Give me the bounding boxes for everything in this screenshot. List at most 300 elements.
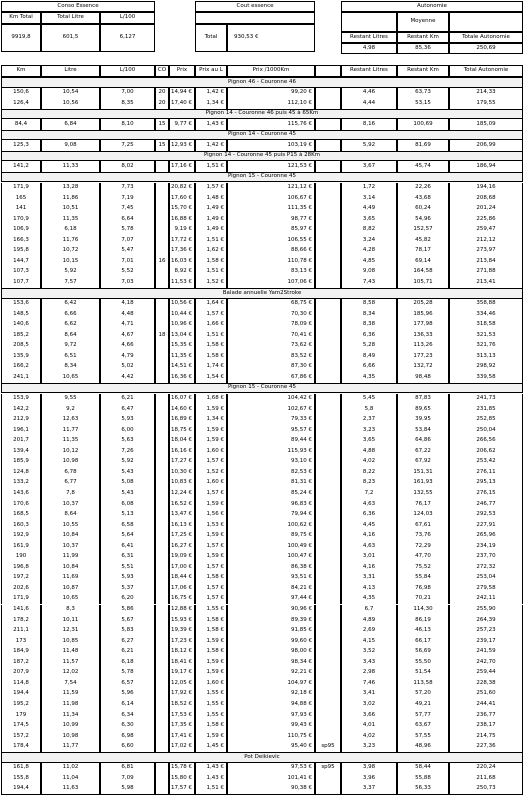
l100-cell: 6,18 [100,657,155,668]
l100-cell: 5,52 [100,267,155,278]
l100-cell: 8,02 [100,161,155,172]
km-cell: 241,1 [1,372,41,383]
co-cell [155,583,169,594]
restant-km-cell: 55,88 [397,773,449,784]
restant-km-cell: 64,86 [397,436,449,447]
litre-cell: 6,18 [41,225,100,236]
l100-cell: 5,92 [100,457,155,468]
restant-litres-header: Restant Litres [341,32,397,43]
restant-km-cell: 151,31 [397,467,449,478]
prix-1000km-cell: 89,75 € [227,531,315,542]
total-autonomie-cell: 253,04 [449,573,523,584]
prix-litre-cell: 1,58 € [195,626,227,637]
prix-1000km-cell: 82,53 € [227,467,315,478]
restant-km-cell: 78,17 [397,246,449,257]
co-cell: 20 [155,88,169,99]
prix-litre-cell: 1,59 € [195,436,227,447]
prix-litre-cell: 1,55 € [195,605,227,616]
total-autonomie-cell: 266,56 [449,436,523,447]
l100-cell: 6,20 [100,594,155,605]
km-cell: 166,2 [1,362,41,373]
prix-cell: 15,93 € [169,615,195,626]
km-cell: 126,4 [1,98,41,109]
co-cell [155,467,169,478]
prix-cell: 18,52 € [169,699,195,710]
litre-cell: 10,98 [41,457,100,468]
prix-litre-cell: 1,55 € [195,689,227,700]
prix-1000km-cell: 106,55 € [227,235,315,246]
restant-litres-cell: 4,13 [341,583,397,594]
restant-litres-cell: 4,63 [341,541,397,552]
co-cell [155,351,169,362]
total-autonomie-cell: 244,41 [449,699,523,710]
litre-cell: 8,3 [41,605,100,616]
co-cell [155,436,169,447]
total-autonomie-cell: 213,41 [449,277,523,288]
prix-cell: 18,04 € [169,436,195,447]
prix-litre-cell: 1,59 € [195,668,227,679]
prix-1000km-cell: 98,77 € [227,214,315,225]
column-header: Prix /1000Km [227,65,315,77]
co-cell [155,362,169,373]
total-autonomie-cell: 259,44 [449,668,523,679]
restant-litres-cell: 8,58 [341,299,397,310]
prix-1000km-cell: 95,57 € [227,425,315,436]
prix-cell: 16,27 € [169,541,195,552]
prix-litre-cell: 1,57 € [195,488,227,499]
prix-1000km-cell: 86,38 € [227,562,315,573]
total-autonomie-cell: 241,59 [449,647,523,658]
prix-litre-cell: 1,51 € [195,235,227,246]
restant-km-cell: 57,77 [397,710,449,721]
co-cell [155,678,169,689]
l100-cell: 5,98 [100,784,155,795]
km-cell: 171,9 [1,594,41,605]
carburant-cell [315,372,341,383]
carburant-cell [315,520,341,531]
restant-km-cell: 177,98 [397,320,449,331]
prix-litre-cell: 1,51 € [195,267,227,278]
l100-cell: 7,26 [100,446,155,457]
cout-essence-spacer [195,12,315,24]
restant-km-cell: 164,58 [397,267,449,278]
km-cell: 124,8 [1,467,41,478]
restant-km-cell: 56,69 [397,647,449,658]
co-cell [155,225,169,236]
prix-cell: 10,44 € [169,309,195,320]
carburant-cell [315,699,341,710]
section-header: Pignon 15 - Couronne 45 [1,383,523,394]
restant-km-cell: 185,96 [397,309,449,320]
litre-cell: 6,78 [41,467,100,478]
prix-1000km-cell: 68,75 € [227,299,315,310]
prix-1000km-cell: 99,43 € [227,721,315,732]
prix-litre-cell: 1,59 € [195,552,227,563]
column-header: Prix au L [195,65,227,77]
restant-litres-value: 4,98 [341,43,397,54]
total-autonomie-cell: 220,24 [449,763,523,774]
restant-km-cell: 76,17 [397,499,449,510]
prix-litre-cell: 1,58 € [195,341,227,352]
prix-cell: 12,88 € [169,605,195,616]
section-header: Balade annuelle Yam2Stroke [1,288,523,299]
carburant-cell [315,140,341,151]
restant-litres-cell: 8,82 [341,225,397,236]
prix-1000km-cell: 70,30 € [227,309,315,320]
prix-1000km-cell: 111,35 € [227,204,315,215]
km-cell: 195,8 [1,246,41,257]
litre-cell: 12,63 [41,415,100,426]
restant-km-cell: 45,82 [397,235,449,246]
total-autonomie-cell: 242,70 [449,657,523,668]
restant-litres-cell: 4,16 [341,531,397,542]
km-cell: 197,2 [1,573,41,584]
km-cell: 114,8 [1,678,41,689]
restant-litres-cell: 4,85 [341,256,397,267]
prix-cell: 17,53 € [169,710,195,721]
prix-litre-cell: 1,49 € [195,204,227,215]
prix-litre-cell: 1,59 € [195,731,227,742]
co-cell [155,320,169,331]
litre-cell: 11,04 [41,773,100,784]
prix-1000km-cell: 110,78 € [227,256,315,267]
l100-cell: 6,98 [100,731,155,742]
total-autonomie-cell: 237,70 [449,552,523,563]
km-cell: 168,5 [1,510,41,521]
restant-litres-cell: 6,36 [341,330,397,341]
prix-litre-cell: 1,53 € [195,520,227,531]
prix-1000km-cell: 93,51 € [227,573,315,584]
total-autonomie-cell: 257,23 [449,626,523,637]
prix-1000km-cell: 103,19 € [227,140,315,151]
total-autonomie-cell: 238,17 [449,721,523,732]
litre-cell: 6,42 [41,299,100,310]
total-autonomie-cell: 227,36 [449,742,523,753]
l100-cell: 6,14 [100,699,155,710]
total-autonomie-cell: 264,39 [449,615,523,626]
l100-cell: 5,78 [100,225,155,236]
litre-cell: 11,35 [41,436,100,447]
prix-1000km-cell: 93,10 € [227,457,315,468]
prix-litre-cell: 1,60 € [195,678,227,689]
co-cell [155,161,169,172]
l100-cell: 5,47 [100,246,155,257]
co-cell [155,647,169,658]
co-cell [155,710,169,721]
litre-cell: 6,66 [41,309,100,320]
carburant-cell [315,605,341,616]
prix-cell: 15,35 € [169,341,195,352]
l100-cell: 6,00 [100,425,155,436]
restant-km-cell: 161,93 [397,478,449,489]
l100-cell: 6,08 [100,499,155,510]
total-autonomie-cell: 212,12 [449,235,523,246]
co-cell [155,731,169,742]
restant-km-cell: 76,98 [397,583,449,594]
l100-cell: 6,58 [100,520,155,531]
restant-litres-cell: 7,43 [341,277,397,288]
restant-litres-cell: 4,88 [341,446,397,457]
total-autonomie-cell: 279,58 [449,583,523,594]
prix-1000km-cell: 102,67 € [227,404,315,415]
total-litre-header: Total Litre [41,12,100,24]
carburant-cell [315,214,341,225]
co-cell [155,520,169,531]
l100-cell: 7,19 [100,193,155,204]
km-cell: 192,9 [1,531,41,542]
prix-1000km-cell: 78,09 € [227,320,315,331]
litre-cell: 10,15 [41,256,100,267]
restant-km-cell: 57,55 [397,731,449,742]
co-cell [155,699,169,710]
prix-cell: 16,36 € [169,372,195,383]
km-cell: 140,6 [1,320,41,331]
prix-cell: 17,60 € [169,193,195,204]
restant-litres-cell: 7,2 [341,488,397,499]
restant-km-cell: 67,92 [397,457,449,468]
prix-cell: 16,75 € [169,594,195,605]
column-header: Restant Km [397,65,449,77]
restant-litres-cell: 4,44 [341,98,397,109]
restant-km-header: Restant Km [397,32,449,43]
l100-cell: 5,08 [100,478,155,489]
litre-cell: 10,98 [41,731,100,742]
prix-cell: 14,94 € [169,88,195,99]
column-header: CO [155,65,169,77]
total-autonomie-cell: 358,88 [449,299,523,310]
prix-cell: 14,60 € [169,404,195,415]
total-autonomie-cell: 225,86 [449,214,523,225]
l100-header: L/100 [100,12,155,24]
restant-km-cell: 39,95 [397,415,449,426]
total-autonomie-cell: 251,60 [449,689,523,700]
carburant-cell [315,425,341,436]
prix-1000km-cell: 97,53 € [227,763,315,774]
km-cell: 166,3 [1,235,41,246]
restant-litres-cell: 4,16 [341,562,397,573]
co-cell [155,193,169,204]
km-cell: 212,9 [1,415,41,426]
litre-cell: 13,28 [41,183,100,194]
litre-cell: 9,72 [41,341,100,352]
section-header: Pignon 14 - Couronne 46 puis 45 à 65Km [1,109,523,120]
l100-cell: 5,78 [100,668,155,679]
carburant-cell [315,299,341,310]
prix-cell: 20,82 € [169,183,195,194]
restant-litres-cell: 6,66 [341,362,397,373]
restant-km-cell: 87,83 [397,394,449,405]
litre-cell: 10,51 [41,204,100,215]
km-cell: 160,3 [1,520,41,531]
prix-litre-cell: 1,49 € [195,214,227,225]
co-cell [155,773,169,784]
prix-litre-cell: 1,43 € [195,763,227,774]
moyenne-label: Moyenne [397,12,449,32]
prix-cell: 17,41 € [169,731,195,742]
litre-cell: 9,2 [41,404,100,415]
restant-km-cell: 86,19 [397,615,449,626]
co-cell [155,488,169,499]
restant-km-cell: 132,55 [397,488,449,499]
prix-1000km-cell: 98,34 € [227,657,315,668]
co-cell [155,552,169,563]
restant-km-cell: 75,52 [397,562,449,573]
prix-1000km-cell: 92,21 € [227,668,315,679]
restant-km-cell: 114,30 [397,605,449,616]
l100-cell: 4,42 [100,372,155,383]
restant-litres-cell: 3,41 [341,689,397,700]
restant-litres-cell: 3,14 [341,193,397,204]
carburant-cell [315,678,341,689]
restant-litres-cell: 3,67 [341,161,397,172]
prix-1000km-cell: 92,18 € [227,689,315,700]
restant-km-cell: 48,96 [397,742,449,753]
restant-litres-cell: 8,22 [341,467,397,478]
carburant-cell [315,478,341,489]
restant-km-cell: 45,74 [397,161,449,172]
restant-km-cell: 124,03 [397,510,449,521]
total-autonomie-cell: 265,96 [449,531,523,542]
km-cell: 150,6 [1,88,41,99]
prix-cell: 17,00 € [169,562,195,573]
litre-cell: 10,72 [41,246,100,257]
restant-km-cell: 66,17 [397,636,449,647]
prix-1000km-cell: 73,62 € [227,341,315,352]
carburant-cell [315,552,341,563]
carburant-cell [315,499,341,510]
restant-litres-cell: 2,98 [341,668,397,679]
km-cell: 185,2 [1,330,41,341]
km-cell: 202,6 [1,583,41,594]
l100-cell: 7,03 [100,277,155,288]
column-header-blank [315,65,341,77]
km-cell: 153,6 [1,299,41,310]
litre-cell: 10,55 [41,520,100,531]
prix-1000km-cell: 79,94 € [227,510,315,521]
prix-cell: 11,53 € [169,277,195,288]
total-autonomie-cell: 250,73 [449,784,523,795]
km-cell: 153,9 [1,394,41,405]
carburant-cell [315,583,341,594]
prix-cell: 16,88 € [169,214,195,225]
restant-litres-cell: 5,92 [341,140,397,151]
restant-km-cell: 67,22 [397,446,449,457]
km-cell: 170,9 [1,214,41,225]
co-cell [155,626,169,637]
prix-litre-cell: 1,57 € [195,457,227,468]
km-total-header: Km Total [1,12,41,24]
carburant-cell [315,721,341,732]
l100-cell: 5,83 [100,626,155,637]
restant-litres-cell: 4,49 [341,204,397,215]
prix-cell: 17,23 € [169,636,195,647]
km-cell: 106,9 [1,225,41,236]
litre-cell: 10,65 [41,372,100,383]
restant-litres-cell: 9,08 [341,267,397,278]
total-autonomie-cell: 236,77 [449,710,523,721]
prix-1000km-cell: 89,44 € [227,436,315,447]
co-cell [155,394,169,405]
total-label: Total [195,24,227,52]
restant-litres-cell: 1,72 [341,183,397,194]
restant-litres-cell: 4,02 [341,731,397,742]
total-autonomie-cell: 186,94 [449,161,523,172]
litre-cell: 11,76 [41,235,100,246]
carburant-cell [315,351,341,362]
restant-litres-cell: 4,46 [341,88,397,99]
prix-cell: 17,57 € [169,784,195,795]
restant-km-cell: 81,69 [397,140,449,151]
km-cell: 211,1 [1,626,41,637]
litre-cell: 10,85 [41,636,100,647]
prix-litre-cell: 1,59 € [195,657,227,668]
l100-cell: 6,47 [100,404,155,415]
restant-litres-cell: 7,46 [341,678,397,689]
carburant-cell [315,467,341,478]
prix-litre-cell: 1,57 € [195,541,227,552]
prix-cell: 16,16 € [169,446,195,457]
km-cell: 178,2 [1,615,41,626]
litre-cell: 7,8 [41,488,100,499]
prix-1000km-cell: 100,62 € [227,520,315,531]
litre-cell: 10,54 [41,88,100,99]
restant-litres-cell: 3,43 [341,657,397,668]
prix-litre-cell: 1,58 € [195,615,227,626]
carburant-cell [315,689,341,700]
prix-cell: 10,96 € [169,320,195,331]
co-cell [155,721,169,732]
restant-litres-cell: 3,31 [341,573,397,584]
co-cell [155,531,169,542]
carburant-cell [315,320,341,331]
restant-litres-cell: 3,66 [341,710,397,721]
total-autonomie-cell: 214,75 [449,731,523,742]
autonomie-title: Autonomie [341,1,523,12]
litre-cell: 9,08 [41,140,100,151]
l100-cell: 6,21 [100,394,155,405]
litre-cell: 10,84 [41,562,100,573]
co-cell [155,204,169,215]
prix-litre-cell: 1,45 € [195,742,227,753]
prix-cell: 16,13 € [169,520,195,531]
total-autonomie-cell: 292,53 [449,510,523,521]
prix-1000km-cell: 104,97 € [227,678,315,689]
total-autonomie-cell: 313,13 [449,351,523,362]
carburant-cell [315,784,341,795]
prix-1000km-cell: 83,52 € [227,351,315,362]
km-cell: 194,4 [1,689,41,700]
carburant-cell [315,488,341,499]
carburant-cell [315,394,341,405]
co-cell [155,594,169,605]
prix-litre-cell: 1,55 € [195,699,227,710]
l100-cell: 5,63 [100,436,155,447]
co-cell [155,299,169,310]
total-autonomie-cell: 241,73 [449,394,523,405]
restant-litres-cell: 4,02 [341,457,397,468]
prix-litre-cell: 1,74 € [195,362,227,373]
carburant-cell [315,362,341,373]
l100-cell: 4,66 [100,341,155,352]
total-autonomie-cell: 201,24 [449,204,523,215]
total-autonomie-cell: 185,09 [449,119,523,130]
co-cell: 16 [155,256,169,267]
litre-cell: 6,84 [41,119,100,130]
carburant-cell [315,668,341,679]
litre-cell: 10,87 [41,583,100,594]
restant-km-cell: 177,23 [397,351,449,362]
prix-cell: 15,78 € [169,763,195,774]
